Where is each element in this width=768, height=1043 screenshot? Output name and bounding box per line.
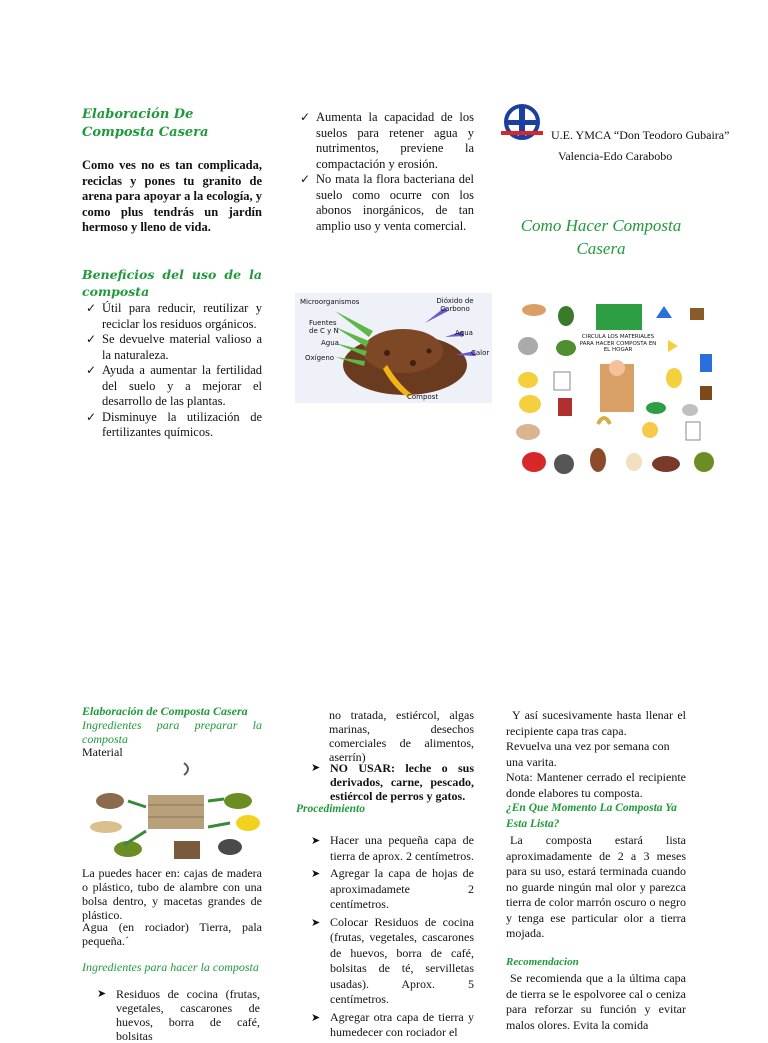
label-calor: Calor [471,349,490,357]
procedure-step: ➤ Colocar Residuos de cocina (frutas, vegetales, cascarones de huevos, borra de café, bolsitas de té, servilletas usadas). Aprox. 5 centímetros. [310,915,474,1008]
school-city: Valencia-Edo Carabobo [558,149,673,163]
note-text: Nota: Mantener cerrado el recipiente donde elabores tu composta. [506,770,686,800]
benefits-title: Beneficios del uso de la composta [82,267,262,299]
procedure-step: ➤ Agregar la capa de hojas de aproximadamete 2 centímetros. [310,866,474,913]
arrow-in-icon [335,311,373,337]
benefits-list [82,301,262,441]
compost-bin [148,795,204,829]
benefit-item: ✓ Aumenta la capacidad de los suelos para retener agua y nutrimentos, previene la compactación y erosión. [296,110,474,172]
ready-title: ¿En Que Momento La Composta Ya Esta Lista? [506,802,677,830]
benefit-item: ✓ Disminuye la utilización de fertilizantes químicos. [82,410,262,441]
containers-text: La puedes hacer en: cajas de madera o plástico, tubo de alambre con una bolsa dentro, y macetas grandes de plástico. [82,866,262,922]
benefit-item: ✓ No mata la flora bacteriana del suelo como ocurre con los abonos inorgánicos, de tan amplio uso y venta comercial. [296,172,474,234]
procedure-step: ➤ Hacer una pequeña capa de tierra de aprox. 2 centímetros. [310,833,474,864]
benefits-list-continued [296,110,474,234]
benefit-item: ✓ Ayuda a aumentar la fertilidad del suelo y a mejorar el desarrollo de las plantas. [82,363,262,410]
ingredients-title: Ingredientes para hacer la composta [82,960,259,974]
materials-figure-art [88,757,264,865]
ymca-logo-icon [501,104,543,140]
ingredients-subtitle: Ingredientes para preparar la composta [82,718,262,746]
materials-figure [88,757,264,865]
panel4-title: Elaboración de Composta Casera [82,704,248,718]
ingredients-list [96,987,260,1043]
intro-paragraph: Como ves no es tan complicada, reciclas y pones tu granito de arena para apoyar a la ecología, y como plus tendrás un jardín hermoso y lleno de vida. [82,158,262,234]
label-agua-out: Agua [455,329,473,337]
school-name: U.E. YMCA “Don Teodoro Gubaira” [551,128,730,142]
no-usar-list [310,761,474,803]
poster-title: CIRCULA LOS MATERIALES PARA HACER COMPOSTA EN EL HOGAR [579,334,657,353]
stir-text: Revuelva una vez por semana con una varita. [506,739,670,769]
procedure-title: Procedimiento [296,803,365,815]
benefit-item: ✓ Se devuelve material valioso a la naturaleza. [82,332,262,363]
procedure-step: ➤ Agregar otra capa de tierra y humedecer con rociador el [310,1010,474,1041]
label-compost: Compost [407,393,439,401]
poster-badge [596,304,642,330]
label-agua-in: Agua [321,339,339,347]
procedure-list [310,833,474,1041]
layers-text: Y así sucesivamente hasta llenar el recipiente capa tras capa. [506,708,686,738]
brochure-title: Como Hacer Composta Casera [520,216,682,258]
recommendation-text: Se recomienda que a la última capa de tierra se le espolvoree cal o ceniza para reforzar su función y evitar malos olores. Evita la comida [506,971,686,1032]
label-fuentes: Fuentes de C y N [309,319,339,335]
ready-text: La composta estará lista aproximadamente de 2 a 3 meses para su uso, estará terminada cuando no guarde ningún mal olor y parezca tierra de color marrón oscuro o negro y tenga ese particular olor a tierra mojada. [506,833,686,940]
ingredient-item: ➤ Residuos de cocina (frutas, vegetales, cascarones de huevos, borra de café, bolsitas [96,987,260,1043]
label-oxigeno: Oxígeno [305,354,335,362]
label-dioxido: Dióxido de Carbono [436,297,474,313]
no-usar-item: ➤ NO USAR: leche o sus derivados, carne, pescado, estiércol de perros y gatos. [310,761,474,803]
recommendation-title: Recomendacion [506,956,579,968]
materials-poster [514,300,720,480]
tools-text: Agua (en rociador) Tierra, pala pequeña.´ [82,920,262,948]
school-logo [501,104,543,140]
benefit-item: ✓ Útil para reducir, reutilizar y reciclar los residuos orgánicos. [82,301,262,332]
material-label: Material [82,745,123,759]
ingredients-continued: no tratada, estiércol, algas marinas, desechos comerciales de alimentos, aserrín) [329,708,474,764]
label-microorganismos: Microorganismos [300,298,360,306]
compost-diagram [295,293,492,403]
panel1-title: Elaboración De Composta Casera [82,107,209,140]
materials-poster-art [514,300,720,480]
